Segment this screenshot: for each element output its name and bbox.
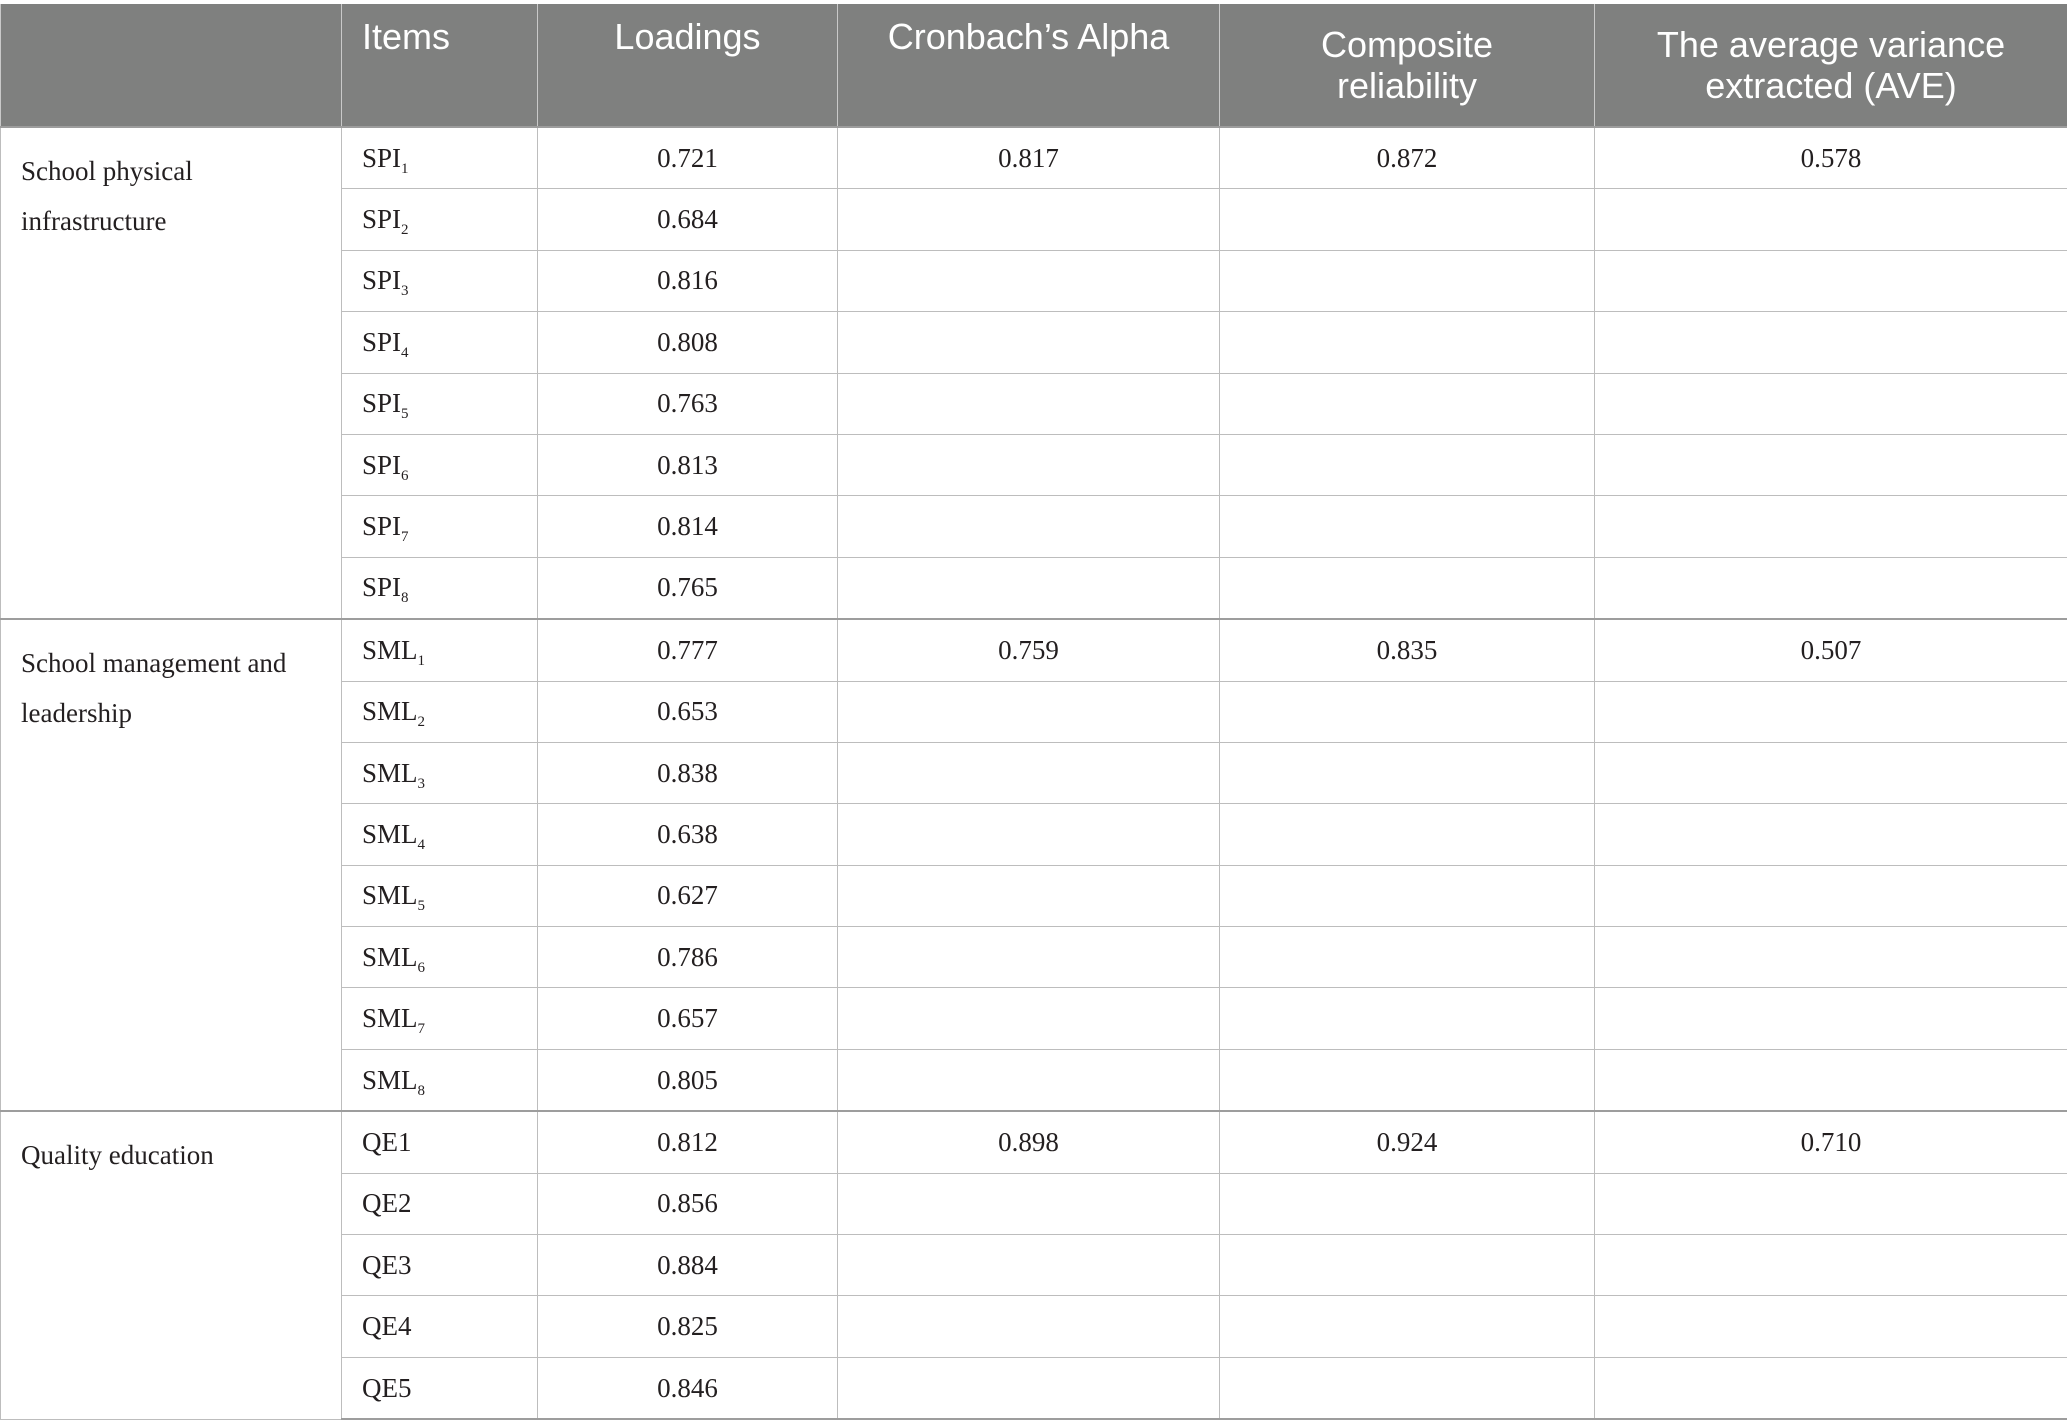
item-code-subscript: 3 (401, 283, 409, 300)
loading-value: 0.653 (538, 681, 838, 742)
item-code (342, 373, 538, 434)
empty-cell (838, 312, 1220, 373)
empty-cell (1220, 1049, 1595, 1111)
item-code (342, 1296, 538, 1357)
empty-cell (1595, 988, 2067, 1049)
empty-cell (1595, 1235, 2067, 1296)
item-code-base: SML (362, 818, 418, 849)
header-loadings: Loadings (538, 4, 838, 127)
item-code-subscript: 8 (401, 590, 409, 607)
table-row (1, 127, 2067, 189)
empty-cell (1595, 373, 2067, 434)
table-row (1, 619, 2067, 681)
empty-cell (1595, 927, 2067, 988)
empty-cell (838, 250, 1220, 311)
empty-cell (838, 434, 1220, 495)
empty-cell (1220, 742, 1595, 803)
item-code-subscript: 4 (417, 836, 426, 853)
header-items: Items (342, 4, 538, 127)
header-cronbach-alpha: Cronbach’s Alpha (838, 4, 1220, 127)
empty-cell (838, 1296, 1220, 1357)
item-code-subscript: 1 (401, 160, 409, 177)
item-code-base: SML (362, 696, 418, 727)
loading-value: 0.808 (538, 312, 838, 373)
item-code-base: SPI (362, 511, 402, 542)
empty-cell (1220, 865, 1595, 926)
empty-cell (1220, 250, 1595, 311)
loading-value: 0.825 (538, 1296, 838, 1357)
item-code (342, 1235, 538, 1296)
item-code-subscript: 2 (401, 222, 409, 239)
loading-value: 0.684 (538, 189, 838, 250)
item-code-base: SPI (362, 449, 402, 480)
empty-cell (838, 1235, 1220, 1296)
item-code-subscript: 1 (417, 652, 426, 669)
empty-cell (1220, 1357, 1595, 1419)
table-body (1, 127, 2067, 1419)
item-code (342, 927, 538, 988)
cronbach-alpha-value: 0.759 (838, 619, 1220, 681)
item-code (342, 557, 538, 619)
item-code (342, 312, 538, 373)
loading-value: 0.805 (538, 1049, 838, 1111)
cronbach-alpha-value: 0.898 (838, 1111, 1220, 1173)
composite-reliability-value: 0.924 (1220, 1111, 1595, 1173)
cronbach-alpha-value: 0.817 (838, 127, 1220, 189)
empty-cell (838, 189, 1220, 250)
item-code-base: SML (362, 1003, 418, 1034)
item-code (342, 127, 538, 189)
item-code-base: SML (362, 941, 418, 972)
empty-cell (838, 681, 1220, 742)
ave-value: 0.710 (1595, 1111, 2067, 1173)
item-code (342, 865, 538, 926)
item-code-subscript: 7 (401, 529, 409, 546)
item-code-base: SML (362, 757, 418, 788)
item-code (342, 1111, 538, 1173)
item-code-base: SML (362, 634, 418, 665)
item-code-base: QE4 (362, 1311, 412, 1342)
item-code (342, 619, 538, 681)
empty-cell (838, 557, 1220, 619)
table-row (1, 1111, 2067, 1173)
item-code (342, 496, 538, 557)
item-code (342, 804, 538, 865)
empty-cell (1595, 804, 2067, 865)
empty-cell (1220, 434, 1595, 495)
empty-cell (1220, 189, 1595, 250)
empty-cell (1220, 1173, 1595, 1234)
item-code-subscript: 6 (417, 959, 426, 976)
loading-value: 0.763 (538, 373, 838, 434)
item-code-base: SPI (362, 265, 402, 296)
empty-cell (1595, 1296, 2067, 1357)
header-ave: The average variance extracted (AVE) (1595, 4, 2067, 127)
item-code (342, 434, 538, 495)
item-code-subscript: 5 (417, 898, 426, 915)
loading-value: 0.813 (538, 434, 838, 495)
loading-value: 0.627 (538, 865, 838, 926)
empty-cell (1595, 742, 2067, 803)
ave-value: 0.507 (1595, 619, 2067, 681)
composite-reliability-value: 0.835 (1220, 619, 1595, 681)
empty-cell (1220, 557, 1595, 619)
empty-cell (1595, 312, 2067, 373)
composite-reliability-value: 0.872 (1220, 127, 1595, 189)
empty-cell (838, 927, 1220, 988)
item-code-base: SPI (362, 142, 402, 173)
empty-cell (1220, 1296, 1595, 1357)
empty-cell (838, 865, 1220, 926)
empty-cell (838, 1173, 1220, 1234)
empty-cell (1220, 312, 1595, 373)
item-code (342, 1173, 538, 1234)
item-code-subscript: 3 (417, 775, 426, 792)
loading-value: 0.638 (538, 804, 838, 865)
loading-value: 0.814 (538, 496, 838, 557)
item-code-subscript: 5 (401, 406, 409, 423)
item-code-base: QE1 (362, 1126, 412, 1157)
empty-cell (1595, 1357, 2067, 1419)
item-code-subscript: 6 (401, 467, 409, 484)
empty-cell (838, 373, 1220, 434)
item-code (342, 1049, 538, 1111)
empty-cell (1595, 250, 2067, 311)
item-code (342, 250, 538, 311)
loading-value: 0.765 (538, 557, 838, 619)
item-code (342, 681, 538, 742)
construct-name: Quality education (1, 1111, 342, 1419)
item-code-subscript: 4 (401, 344, 409, 361)
item-code-subscript: 2 (417, 714, 426, 731)
item-code-base: SPI (362, 388, 402, 419)
loading-value: 0.657 (538, 988, 838, 1049)
empty-cell (1595, 865, 2067, 926)
empty-cell (1220, 927, 1595, 988)
item-code-base: SML (362, 1064, 418, 1095)
empty-cell (838, 988, 1220, 1049)
empty-cell (1595, 496, 2067, 557)
loading-value: 0.786 (538, 927, 838, 988)
loading-value: 0.812 (538, 1111, 838, 1173)
loading-value: 0.816 (538, 250, 838, 311)
empty-cell (1595, 434, 2067, 495)
item-code-base: SPI (362, 326, 402, 357)
item-code (342, 988, 538, 1049)
header-construct (1, 4, 342, 127)
empty-cell (1595, 189, 2067, 250)
empty-cell (1595, 1173, 2067, 1234)
empty-cell (838, 1357, 1220, 1419)
item-code (342, 742, 538, 803)
item-code-base: QE2 (362, 1188, 412, 1219)
empty-cell (838, 496, 1220, 557)
empty-cell (838, 742, 1220, 803)
loading-value: 0.884 (538, 1235, 838, 1296)
reliability-table (0, 4, 2067, 1420)
ave-value: 0.578 (1595, 127, 2067, 189)
empty-cell (1220, 681, 1595, 742)
header-composite-reliability: Composite reliability (1220, 4, 1595, 127)
item-code-subscript: 7 (417, 1021, 426, 1038)
loading-value: 0.838 (538, 742, 838, 803)
empty-cell (1595, 557, 2067, 619)
empty-cell (1220, 804, 1595, 865)
header-row (1, 4, 2067, 127)
construct-name: School physical infrastructure (1, 127, 342, 619)
item-code-subscript: 8 (417, 1082, 426, 1099)
loading-value: 0.777 (538, 619, 838, 681)
item-code (342, 1357, 538, 1419)
empty-cell (1595, 681, 2067, 742)
loading-value: 0.846 (538, 1357, 838, 1419)
empty-cell (838, 1049, 1220, 1111)
empty-cell (1220, 373, 1595, 434)
item-code-base: SML (362, 880, 418, 911)
item-code (342, 189, 538, 250)
loading-value: 0.856 (538, 1173, 838, 1234)
empty-cell (1220, 1235, 1595, 1296)
item-code-base: SPI (362, 572, 402, 603)
item-code-base: SPI (362, 204, 402, 235)
empty-cell (1595, 1049, 2067, 1111)
empty-cell (838, 804, 1220, 865)
construct-name: School management and leadership (1, 619, 342, 1111)
table-header (1, 4, 2067, 127)
loading-value: 0.721 (538, 127, 838, 189)
item-code-base: QE5 (362, 1372, 412, 1403)
item-code-base: QE3 (362, 1249, 412, 1280)
empty-cell (1220, 988, 1595, 1049)
empty-cell (1220, 496, 1595, 557)
